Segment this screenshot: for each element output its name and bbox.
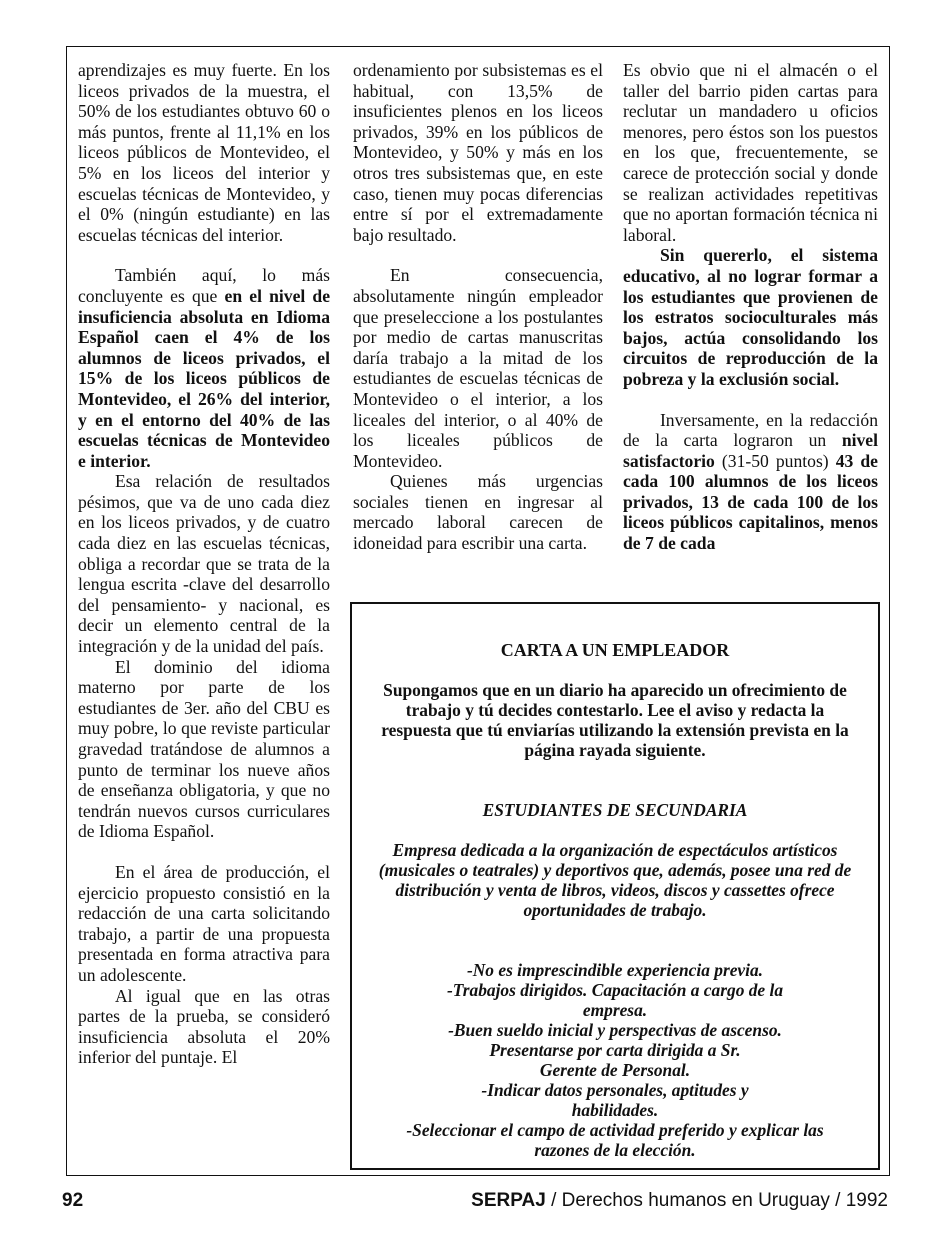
paragraph: El dominio del idioma materno por parte de los estudiantes de 3er. año del CBU es muy pobre, lo que reviste particular gravedad tratándose de alumnos a punto de terminar los nueve años de enseñanza obligatoria, y que no tendrán nuevos cursos curriculares de Idioma Español. [78,656,330,842]
bold-emphasis: nivel satisfactorio [623,430,878,471]
paragraph: ordenamiento por subsistemas es el habitual, con 13,5% de insuficientes plenos en los liceos privados, 39% en los públicos de Montevideo, y 50% y más en los otros tres subsistemas que, en este caso, tienen muy pocas diferencias entre sí por el extremadamente bajo resultado. [353,60,603,245]
box-subtitle: ESTUDIANTES DE SECUNDARIA [482,800,748,820]
requirement-item: -Seleccionar el campo de actividad preferido y explicar las razones de la elección. [406,1120,824,1160]
page-number: 92 [62,1190,84,1211]
paragraph [623,245,878,389]
publisher-name: SERPAJ [471,1190,546,1211]
paragraph: Esa relación de resultados pésimos, que va de uno cada diez en los liceos privados, y de cuatro cada diez en las escuelas técnicas, obliga a recordar que se trata de la lengua escrita -clave del desarrollo del pensamiento- y nacional, es decir un elemento central de la integración y de la unidad del país. [78,471,330,657]
paragraph [78,265,330,471]
paragraph-lead: También aquí, lo más concluyente es que [78,265,330,306]
exercise-box [350,602,880,1170]
publication-title: / Derechos humanos en Uruguay / 1992 [551,1190,888,1211]
bold-emphasis: en el nivel de insuficiencia absoluta en Idioma Español caen el 4% de los alumnos de liceos privados, el 15% de los liceos públicos de Montevideo, el 26% del interior, y en el entorno del 40% de las escuelas técnicas de Montevideo e interior. [78,285,331,471]
job-advert: Empresa dedicada a la organización de espectáculos artísticos (musicales o teatrales) y deportivos que, además, posee una red de distribución y venta de libros, videos, discos y cassettes ofrece oportunidades de trabajo. [378,840,852,920]
paragraph: Es obvio que ni el almacén o el taller del barrio piden cartas para reclutar un mandadero u oficios menores, pero éstos son los puestos en los que, frecuentemente, se carece de protección social y donde se realizan actividades repetitivas que no aportan formación técnica ni laboral. [623,60,878,245]
bold-emphasis: Sin quererlo, el sistema educativo, al no lograr formar a los estudiantes que provienen de los estratos socioculturales más bajos, actúa consolidando los circuitos de reproducción de la pobreza y la exclusión social. [623,245,878,389]
text-column-3 [623,60,878,554]
paragraph: Quienes más urgencias sociales tienen en ingresar al mercado laboral carecen de idoneidad para escribir una carta. [353,471,603,554]
text-column-2 [353,60,603,554]
running-footer [471,1190,888,1212]
paragraph-text: (31-50 puntos) [721,450,829,471]
bold-emphasis: 43 de cada 100 alumnos de los liceos privados, 13 de cada 100 de los liceos públicos capitalinos, menos de 7 de cada [623,450,878,554]
job-requirements [366,960,864,1160]
requirement-item: -No es imprescindible experiencia previa. [466,960,764,980]
requirement-item: -Trabajos dirigidos. Capacitación a cargo de la empresa. [446,980,784,1020]
paragraph: En consecuencia, absolutamente ningún empleador que preseleccione a los postulantes por medio de cartas manuscritas daría trabajo a la mitad de los estudiantes de escuelas técnicas de Montevideo o el interior, a los liceales del interior, o al 40% de los liceales públicos de Montevideo. [353,265,603,471]
text-column-1 [78,60,330,1068]
box-title: CARTA A UN EMPLEADOR [500,640,730,660]
paragraph: aprendizajes es muy fuerte. En los liceos privados de la muestra, el 50% de los estudiantes obtuvo 60 o más puntos, frente al 11,1% en los liceos públicos de Montevideo, el 5% en los liceos del interior y escuelas técnicas de Montevideo, y el 0% (ningún estudiante) en las escuelas técnicas del interior. [78,60,330,245]
box-instructions: Supongamos que en un diario ha aparecido un ofrecimiento de trabajo y tú decides contestarlo. Lee el aviso y redacta la respuesta que tú enviarías utilizando la extensión prevista en la página rayada siguiente. [381,680,849,760]
paragraph: En el área de producción, el ejercicio propuesto consistió en la redacción de una carta solicitando trabajo, a partir de una propuesta presentada en forma atractiva para un adolescente. [78,861,330,985]
paragraph: Al igual que en las otras partes de la prueba, se consideró insuficiencia absoluta el 20% inferior del puntaje. El [78,985,330,1068]
requirement-item: Presentarse por carta dirigida a Sr. Gerente de Personal. [489,1040,741,1080]
paragraph-lead: Inversamente, en la redacción de la carta lograron un [623,409,878,451]
requirement-item: -Buen sueldo inicial y perspectivas de ascenso. [448,1020,782,1040]
paragraph [623,410,878,554]
requirement-item: -Indicar datos personales, aptitudes y habilidades. [481,1080,749,1120]
